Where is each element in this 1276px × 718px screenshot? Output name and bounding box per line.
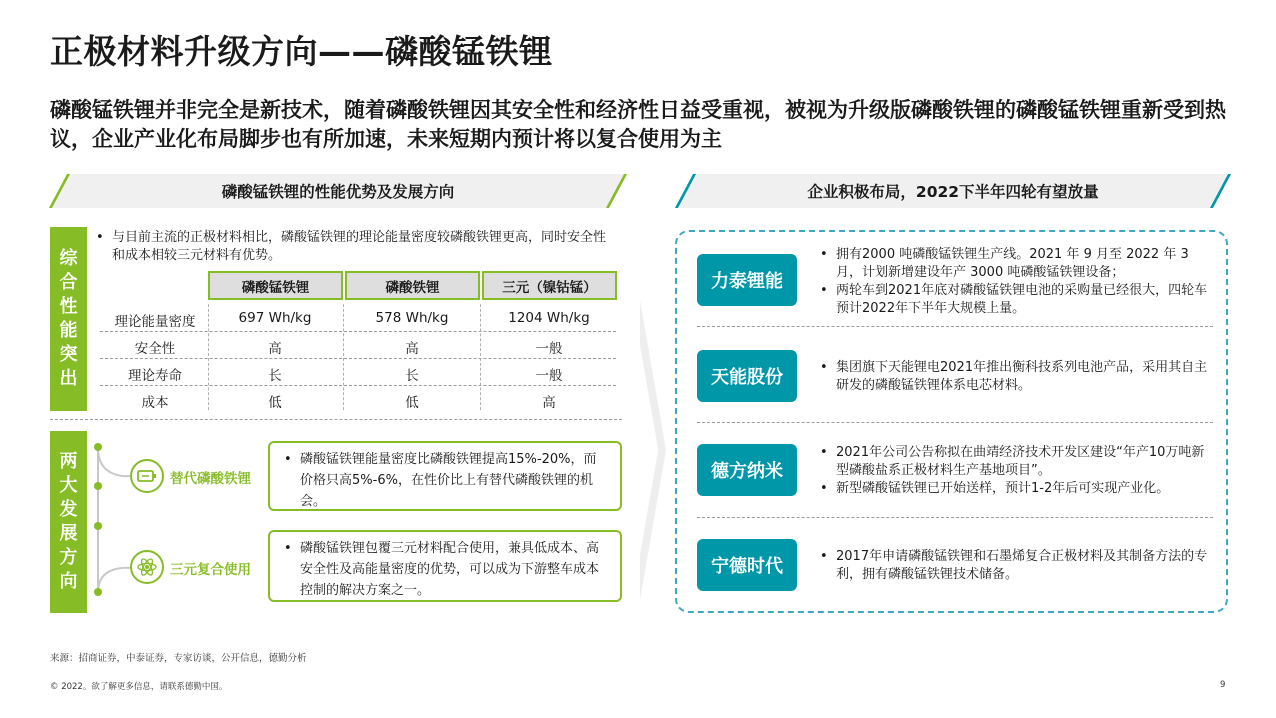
advantage-label-char: 综 (59, 248, 78, 269)
tree-node-dot (94, 588, 102, 596)
tree-node-dot (94, 482, 102, 490)
left-banner-text: 磷酸锰铁锂的性能优势及发展方向 (221, 183, 455, 201)
bullet-marker: • (820, 283, 828, 298)
company-bullet-text: 2021年公司公告称拟在曲靖经济技术开发区建设“年产10万吨新型磷酸盐系正极材料生产基地项目”。 (836, 445, 1205, 478)
advantage-label-char: 突 (59, 344, 78, 365)
direction-description (268, 441, 622, 511)
direction-label-char: 展 (59, 523, 78, 544)
direction-vertical-label (50, 431, 87, 613)
left-section-banner (58, 174, 618, 208)
company-divider (697, 326, 1213, 327)
table-row-label: 成本 (141, 395, 169, 411)
advantage-label-char: 出 (59, 368, 78, 389)
advantage-label-char: 合 (59, 272, 78, 293)
table-row-divider (100, 331, 616, 332)
advantage-vertical-label (50, 227, 87, 411)
table-col-header: 磷酸锰铁锂 (208, 271, 343, 300)
company-badge: 宁德时代 (697, 539, 797, 591)
table-col-divider (480, 304, 481, 410)
list-item (820, 548, 1210, 584)
table-cell: 低 (405, 395, 419, 411)
tree-connector (90, 440, 130, 600)
table-col-header: 磷酸铁锂 (345, 271, 480, 300)
right-banner-text: 企业积极布局，2022下半年四轮有望放量 (807, 183, 1099, 201)
company-bullet-text: 拥有2000 吨磷酸锰铁锂生产线。2021 年 9 月至 2022 年 3月，计划新增建设年产 3000 吨磷酸锰铁锂设备； (836, 247, 1189, 280)
company-badge: 天能股份 (697, 350, 797, 402)
company-description (820, 548, 1210, 584)
advantage-intro (96, 229, 616, 265)
table-row-divider (100, 358, 616, 359)
chevron-arrow (640, 300, 666, 600)
direction-label-char: 向 (59, 571, 78, 592)
direction-name: 三元复合使用 (170, 562, 251, 578)
list-item (820, 359, 1210, 395)
company-badge: 德方纳米 (697, 444, 797, 496)
table-cell: 一般 (535, 368, 563, 384)
table-row-label: 安全性 (134, 341, 176, 357)
intro-text: 与目前主流的正极材料相比，磷酸锰铁锂的理论能量密度较磷酸铁锂更高，同时安全性和成本相较三元材料有优势。 (112, 230, 607, 263)
advantage-label-char: 性 (59, 296, 78, 317)
company-bullet-text: 2017年申请磷酸锰铁锂和石墨烯复合正极材料及其制备方法的专利，拥有磷酸锰铁锂技术储备。 (836, 549, 1208, 582)
company-bullet-text: 两轮车到2021年底对磷酸锰铁锂电池的采购量已经很大，四轮车预计2022年下半年大规模上量。 (836, 283, 1208, 316)
list-item (820, 282, 1210, 318)
direction-label-char: 两 (59, 451, 78, 472)
bullet-marker: • (820, 247, 828, 262)
direction-label-char: 发 (59, 499, 78, 520)
direction-name: 替代磷酸铁锂 (170, 471, 251, 487)
company-bullet-text: 集团旗下天能锂电2021年推出衡科技系列电池产品，采用其自主研发的磷酸锰铁锂体系电芯材料。 (836, 360, 1208, 393)
advantage-label-char: 能 (59, 320, 78, 341)
table-cell: 高 (405, 341, 419, 357)
bullet-marker: • (820, 481, 828, 496)
table-cell: 高 (542, 395, 556, 411)
bullet-marker: • (284, 541, 292, 556)
atom-icon (130, 550, 164, 584)
page-subtitle: 磷酸锰铁锂并非完全是新技术，随着磷酸铁锂因其安全性和经济性日益受重视，被视为升级版磷酸铁锂的磷酸锰铁锂重新受到热议，企业产业化布局脚步也有所加速，未来短期内预计将以复合使用为主 (50, 98, 1226, 151)
page-title: 正极材料升级方向——磷酸锰铁锂 (50, 32, 553, 71)
direction-text: 磷酸锰铁锂能量密度比磷酸铁锂提高15%-20%，而价格只高5%-6%，在性价比上有替代磷酸铁锂的机会。 (300, 452, 597, 509)
list-item (820, 444, 1210, 480)
table-row-label: 理论寿命 (128, 368, 182, 384)
company-description (820, 359, 1210, 395)
company-divider (697, 422, 1213, 423)
bullet-marker: • (96, 230, 104, 245)
copyright-note: © 2022。欲了解更多信息，请联系德勤中国。 (50, 682, 228, 692)
direction-description (268, 530, 622, 602)
bullet-marker: • (820, 549, 828, 564)
table-col-divider (208, 304, 209, 410)
table-col-header: 三元（镍钴锰） (482, 271, 617, 300)
table-cell: 697 Wh/kg (238, 310, 312, 326)
source-note: 来源：招商证券，中泰证券，专家访谈，公开信息，德勤分析 (50, 653, 307, 664)
company-divider (697, 517, 1213, 518)
right-section-banner (684, 174, 1222, 208)
section-divider (50, 419, 622, 420)
page-number: 9 (1220, 680, 1226, 690)
table-cell: 一般 (535, 341, 563, 357)
table-cell: 低 (268, 395, 282, 411)
direction-label-char: 方 (59, 547, 78, 568)
table-col-divider (343, 304, 344, 410)
company-description (820, 444, 1210, 498)
table-cell: 高 (268, 341, 282, 357)
battery-icon (130, 459, 164, 493)
bullet-marker: • (820, 360, 828, 375)
table-row-divider (100, 385, 616, 386)
table-cell: 长 (268, 368, 282, 384)
company-description (820, 246, 1210, 318)
direction-label-char: 大 (59, 475, 78, 496)
table-row-label: 理论能量密度 (114, 314, 196, 330)
bullet-marker: • (284, 452, 292, 467)
bullet-marker: • (820, 445, 828, 460)
list-item (820, 480, 1210, 498)
table-cell: 578 Wh/kg (375, 310, 449, 326)
company-badge: 力泰锂能 (697, 254, 797, 306)
tree-node-dot (94, 522, 102, 530)
table-cell: 1204 Wh/kg (508, 310, 590, 326)
company-bullet-text: 新型磷酸锰铁锂已开始送样，预计1-2年后可实现产业化。 (836, 481, 1170, 496)
list-item (820, 246, 1210, 282)
tree-node-dot (94, 443, 102, 451)
direction-text: 磷酸锰铁锂包覆三元材料配合使用，兼具低成本、高安全性及高能量密度的优势，可以成为下游整车成本控制的解决方案之一。 (300, 541, 600, 598)
table-cell: 长 (405, 368, 419, 384)
